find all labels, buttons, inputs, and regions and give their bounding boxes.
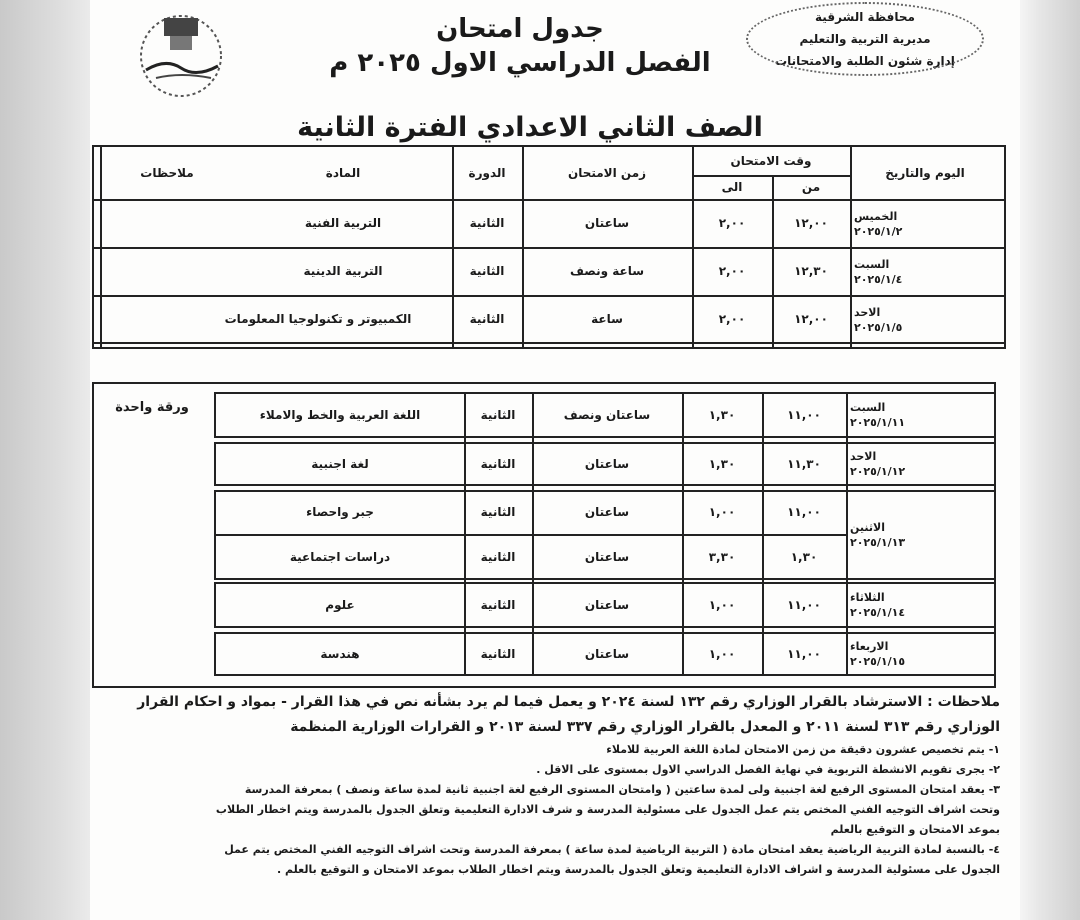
row-duration: ساعتان: [584, 598, 630, 612]
row-subject: لغة اجنبية: [311, 457, 369, 471]
header-session: الدورة: [468, 166, 506, 180]
photo-edge-left: [0, 0, 100, 920]
row-day-date: [850, 394, 990, 436]
notes-section: [100, 690, 1000, 880]
note-item: الجدول على مسئولية المدرسة و اشراف الادارة التعليمية وتعلق الجدول بالمدرسة ويتم اخطار الطلاب بموعد الامتحان و التوقيع بالعلم .: [276, 863, 1000, 876]
notes-subheading: الوزاري رقم ٣١٣ لسنة ٢٠١١ و المعدل بالقرار الوزاري رقم ٣٣٧ لسنة ٢٠١٣ و القرارات الوزارية المنظمة: [290, 719, 1000, 735]
term-title: الفصل الدراسي الاول ٢٠٢٥ م: [329, 48, 711, 78]
row-to: ٢,٠٠: [718, 311, 746, 326]
row-day: الاحد: [854, 305, 881, 319]
note-item: وتحت اشراف التوجيه الفني المختص يتم عمل الجدول على مسئولية المدرسة و شرف الادارة التعليمية وتعلق الجدول بالمدرسة ويتم اخطار الطلاب: [215, 803, 1000, 816]
row-duration: ساعتان: [584, 457, 630, 471]
row-to: ٢,٠٠: [718, 216, 746, 230]
row-subject: اللغة العربية والخط والاملاء: [259, 408, 421, 422]
row-date: ٢٠٢٥/١/١٢: [850, 465, 906, 478]
row-day: السبت: [854, 258, 890, 271]
row-session: الثانية: [480, 598, 516, 612]
schedule-table-top: [92, 145, 1006, 349]
note-item: ٢- يجرى تقويم الانشطة التربوية في نهاية الفصل الدراسي الاول بمستوى على الاقل .: [536, 763, 1000, 776]
row-day-date: [850, 492, 990, 578]
row-subject: التربية الفنية: [304, 216, 382, 230]
notes-heading: ملاحظات : الاسترشاد بالقرار الوزاري رقم ١٣٢ لسنة ٢٠٢٤ و يعمل فيما لم يرد بشأنه نص في هذا القرار - بمواد و احكام القرار: [137, 694, 1000, 710]
row-duration: ساعتان: [584, 216, 630, 230]
row-session: الثانية: [480, 550, 516, 564]
title-block: [260, 14, 780, 78]
row-from: ١١,٠٠: [787, 647, 821, 661]
ministry-header: [770, 6, 960, 72]
row-day-date: [854, 297, 994, 342]
row-session: الثانية: [480, 505, 516, 519]
row-day: السبت: [850, 401, 886, 414]
emblem-icon: [126, 8, 236, 98]
row-from: ١١,٠٠: [787, 598, 821, 612]
note-item: ٤- بالنسبة لمادة التربية الرياضية يعقد امتحان مادة ( التربية الرياضية لمدة ساعة ) بمعرفة المدرسة وتحت اشراف التوجيه الفني المختص يتم عمل: [224, 843, 1000, 856]
row-session: الثانية: [480, 408, 516, 422]
row-date: ٢٠٢٥/١/٥: [854, 320, 903, 334]
row-duration: ساعتان: [584, 550, 630, 564]
row-date: ٢٠٢٥/١/٤: [854, 273, 903, 286]
row-to: ١,٠٠: [708, 647, 736, 661]
row-from: ١,٣٠: [790, 550, 818, 564]
row-subject: جبر واحصاء: [306, 505, 374, 519]
row-from: ١٢,٠٠: [794, 216, 828, 230]
row-date: ٢٠٢٥/١/١٤: [850, 606, 906, 619]
photo-edge-right: [1020, 0, 1080, 920]
row-subject: التربية الدينية: [303, 264, 383, 278]
row-to: ١,٠٠: [708, 505, 736, 519]
header-from: من: [801, 180, 821, 194]
row-subject: هندسة: [320, 647, 360, 661]
header-duration: زمن الامتحان: [567, 166, 647, 180]
row-session: الثانية: [469, 311, 505, 326]
row-to: ١,٣٠: [708, 408, 736, 422]
row-session: الثانية: [469, 216, 505, 230]
row-day: الاحد: [850, 450, 877, 463]
ministry-line: محافظة الشرقية: [815, 10, 915, 24]
row-subject: علوم: [325, 598, 355, 612]
row-day-date: [854, 201, 994, 247]
wreath-icon: [746, 2, 984, 76]
row-day-date: [850, 634, 990, 674]
row-to: ١,٠٠: [708, 598, 736, 612]
row-from: ١١,٠٠: [787, 505, 821, 519]
row-session: الثانية: [469, 264, 505, 278]
row-session: الثانية: [480, 647, 516, 661]
ministry-line: مديرية التربية والتعليم: [799, 32, 931, 46]
row-subject: دراسات اجتماعية: [289, 550, 391, 564]
header-day-date: اليوم والتاريخ: [885, 166, 965, 180]
row-duration: ساعة: [591, 311, 623, 326]
row-to: ١,٣٠: [708, 457, 736, 471]
header-notes: ملاحظات: [140, 166, 194, 180]
ministry-line: إدارة شئون الطلبة والامتحانات: [775, 54, 955, 68]
row-to: ٣,٣٠: [708, 550, 736, 564]
notes-one-paper: ورقة واحدة: [115, 399, 189, 415]
row-day: الخميس: [854, 210, 898, 223]
note-item: ٣- يعقد امتحان المستوى الرفيع لغة اجنبية ولى لمدة ساعتين ( وامتحان المستوى الرفيع لغة اجنبية ثانية لمدة ساعة ونصف ) بمعرفة المدرسة: [244, 783, 1000, 796]
schedule-table-bottom: [92, 382, 996, 688]
row-date: ٢٠٢٥/١/١١: [850, 416, 906, 429]
page-title: جدول امتحان: [436, 14, 604, 44]
row-day-date: [854, 249, 994, 295]
row-day-date: [850, 584, 990, 626]
row-subject: الكمبيوتر و تكنولوجيا المعلومات: [224, 311, 412, 326]
row-date: ٢٠٢٥/١/١٣: [850, 536, 906, 549]
row-session: الثانية: [480, 457, 516, 471]
note-item: ١- يتم تخصيص عشرون دقيقة من زمن الامتحان لمادة اللغة العربية للاملاء: [606, 743, 1000, 756]
row-from: ١٢,٣٠: [794, 264, 828, 278]
note-item: بموعد الامتحان و التوقيع بالعلم: [830, 823, 1000, 836]
row-duration: ساعتان: [584, 505, 630, 519]
row-from: ١١,٣٠: [787, 457, 821, 471]
row-date: ٢٠٢٥/١/٢: [854, 225, 903, 238]
row-to: ٢,٠٠: [718, 264, 746, 278]
row-day-date: [850, 444, 990, 484]
row-duration: ساعتان: [584, 647, 630, 661]
header-exam-time: وقت الامتحان: [730, 154, 812, 168]
header-subject: المادة: [325, 166, 361, 180]
row-day: الثلاثاء: [850, 591, 885, 604]
row-from: ١٢,٠٠: [794, 311, 828, 326]
grade-title: الصف الثاني الاعدادي الفترة الثانية: [297, 112, 763, 143]
row-duration: ساعتان ونصف: [563, 408, 651, 422]
row-from: ١١,٠٠: [787, 408, 821, 422]
row-day: الاربعاء: [850, 640, 889, 653]
row-day: الاثنين: [850, 521, 885, 534]
row-duration: ساعة ونصف: [569, 264, 645, 278]
row-date: ٢٠٢٥/١/١٥: [850, 655, 906, 668]
header-to: الى: [721, 180, 743, 194]
